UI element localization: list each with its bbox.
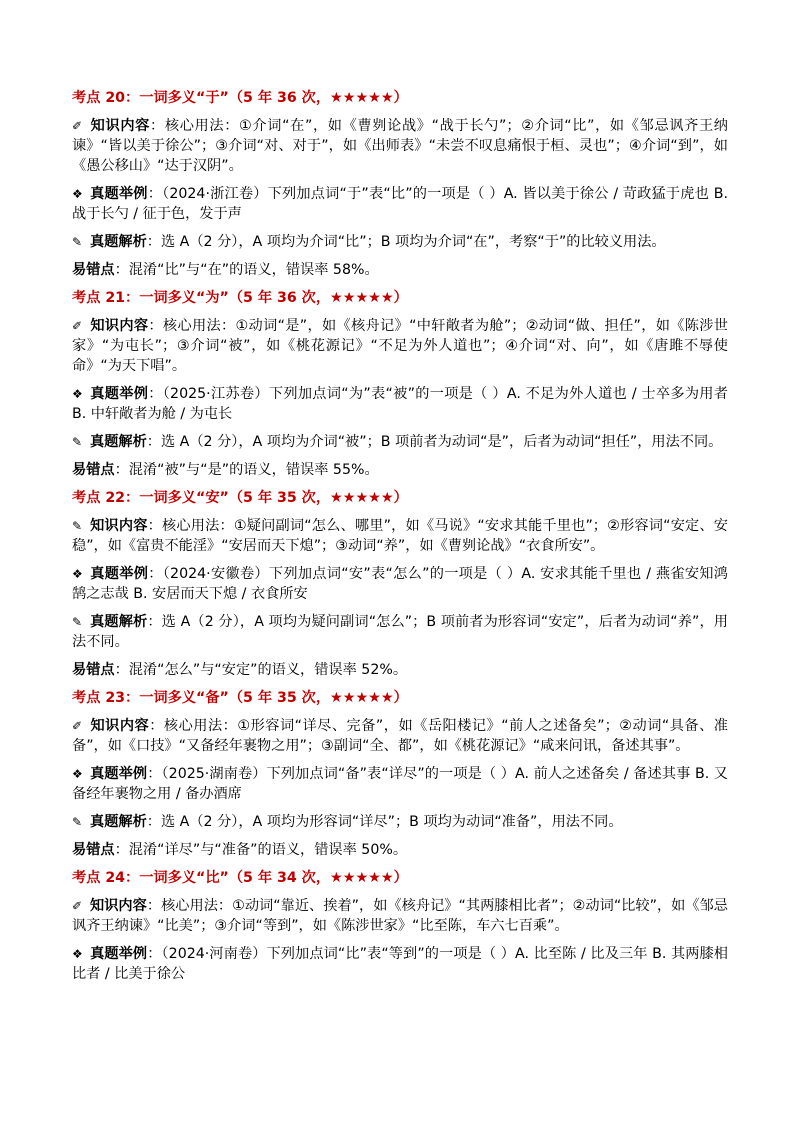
example-paragraph: ❖ 真题举例：（2024·浙江卷）下列加点词“于”表“比”的一项是（ ）A. 皆以美于徐公 / 苛政猛于虎也 B. 战于长勺 / 征于色，发于声 [72,186,728,222]
diamond-icon: ❖ [72,767,83,781]
pen-icon: ✎ [72,235,83,249]
section-20 [72,88,728,280]
section-23 [72,688,728,860]
section-title: 考点 22：一词多义“安”（5 年 35 次，★★★★★） [72,490,408,506]
example-paragraph: ❖ 真题举例：（2025·江苏卷）下列加点词“为”表“被”的一项是（ ）A. 不足为外人道也 / 士卒多为用者 B. 中轩敞者为舱 / 为屯长 [72,386,728,422]
knowledge-paragraph: ✐ 知识内容：核心用法：①动词“是”，如《核舟记》“中轩敞者为舱”；②动词“做、担任”，如《陈涉世家》“为屯长”；③介词“被”，如《桃花源记》“不足为外人道也”；④介词“对、向”，如《唐雎不辱使命》“为天下唱”。 [72,318,728,374]
knowledge-paragraph: ✎ 知识内容：核心用法：①疑问副词“怎么、哪里”，如《马说》“安求其能千里也”；②形容词“安定、安稳”，如《富贵不能淫》“安居而天下熄”；③动词“养”，如《曹刿论战》“衣食所安”。 [72,518,728,554]
knowledge-paragraph: ✐ 知识内容：核心用法：①动词“靠近、挨着”，如《核舟记》“其两膝相比者”；②动词“比较”，如《邹忌讽齐王纳谏》“比美”；③介词“等到”，如《陈涉世家》“比至陈，车六七百乘”。 [72,898,728,934]
example-paragraph: ❖ 真题举例：（2024·安徽卷）下列加点词“安”表“怎么”的一项是（ ）A. 安求其能千里也 / 燕雀安知鸿鹄之志哉 B. 安居而天下熄 / 衣食所安 [72,566,728,602]
error-paragraph: 易错点：混淆“详尽”与“准备”的语义，错误率 50%。 [72,842,408,858]
pencil-icon: ✐ [72,719,83,733]
analysis-paragraph: ✎ 真题解析：选 A（2 分），A 项均为介词“比”；B 项均为介词“在”，考察“于”的比较义用法。 [72,234,666,250]
example-paragraph: ❖ 真题举例：（2024·河南卷）下列加点词“比”表“等到”的一项是（ ）A. 比至陈 / 比及三年 B. 其两膝相比者 / 比美于徐公 [72,946,728,982]
example-paragraph: ❖ 真题举例：（2025·湖南卷）下列加点词“备”表“详尽”的一项是（ ）A. 前人之述备矣 / 备述其事 B. 又备经年裹物之用 / 备办酒席 [72,766,728,802]
diamond-icon: ❖ [72,187,83,201]
analysis-paragraph: ✎ 真题解析：选 A（2 分），A 项均为形容词“详尽”；B 项均为动词“准备”，用法不同。 [72,814,623,830]
section-title: 考点 20：一词多义“于”（5 年 36 次，★★★★★） [72,90,408,106]
error-paragraph: 易错点：混淆“被”与“是”的语义，错误率 55%。 [72,462,379,478]
pencil-icon: ✐ [72,119,83,133]
knowledge-paragraph: ✐ 知识内容：核心用法：①介词“在”，如《曹刿论战》“战于长勺”；②介词“比”，如《邹忌讽齐王纳谏》“皆以美于徐公”；③介词“对、对于”，如《出师表》“未尝不叹息痛恨于桓、灵也”；④介词“到”，如《愚公移山》“达于汉阴”。 [72,118,728,174]
section-title: 考点 24：一词多义“比”（5 年 34 次，★★★★★） [72,870,408,886]
pen-icon: ✎ [72,435,83,449]
analysis-paragraph: ✎ 真题解析：选 A（2 分），A 项均为疑问副词“怎么”；B 项前者为形容词“安定”，后者为动词“养”，用法不同。 [72,614,728,650]
pencil-icon: ✐ [72,899,83,913]
section-title: 考点 21：一词多义“为”（5 年 36 次，★★★★★） [72,290,408,306]
pen-icon: ✎ [72,815,83,829]
knowledge-paragraph: ✐ 知识内容：核心用法：①形容词“详尽、完备”，如《岳阳楼记》“前人之述备矣”；②动词“具备、准备”，如《口技》“又备经年裹物之用”；③副词“全、都”，如《桃花源记》“咸来问讯，备述其事”。 [72,718,728,754]
error-paragraph: 易错点：混淆“怎么”与“安定”的语义，错误率 52%。 [72,662,408,678]
section-title: 考点 23：一词多义“备”（5 年 35 次，★★★★★） [72,690,408,706]
section-24 [72,868,728,984]
document-page [72,88,728,992]
analysis-paragraph: ✎ 真题解析：选 A（2 分），A 项均为介词“被”；B 项前者为动词“是”，后者为动词“担任”，用法不同。 [72,434,723,450]
diamond-icon: ❖ [72,947,83,961]
pen-icon: ✎ [72,615,83,629]
section-21 [72,288,728,480]
diamond-icon: ❖ [72,387,83,401]
pencil-icon: ✐ [72,319,83,333]
diamond-icon: ❖ [72,567,83,581]
section-22 [72,488,728,680]
error-paragraph: 易错点：混淆“比”与“在”的语义，错误率 58%。 [72,262,379,278]
pen-icon: ✎ [72,519,83,533]
